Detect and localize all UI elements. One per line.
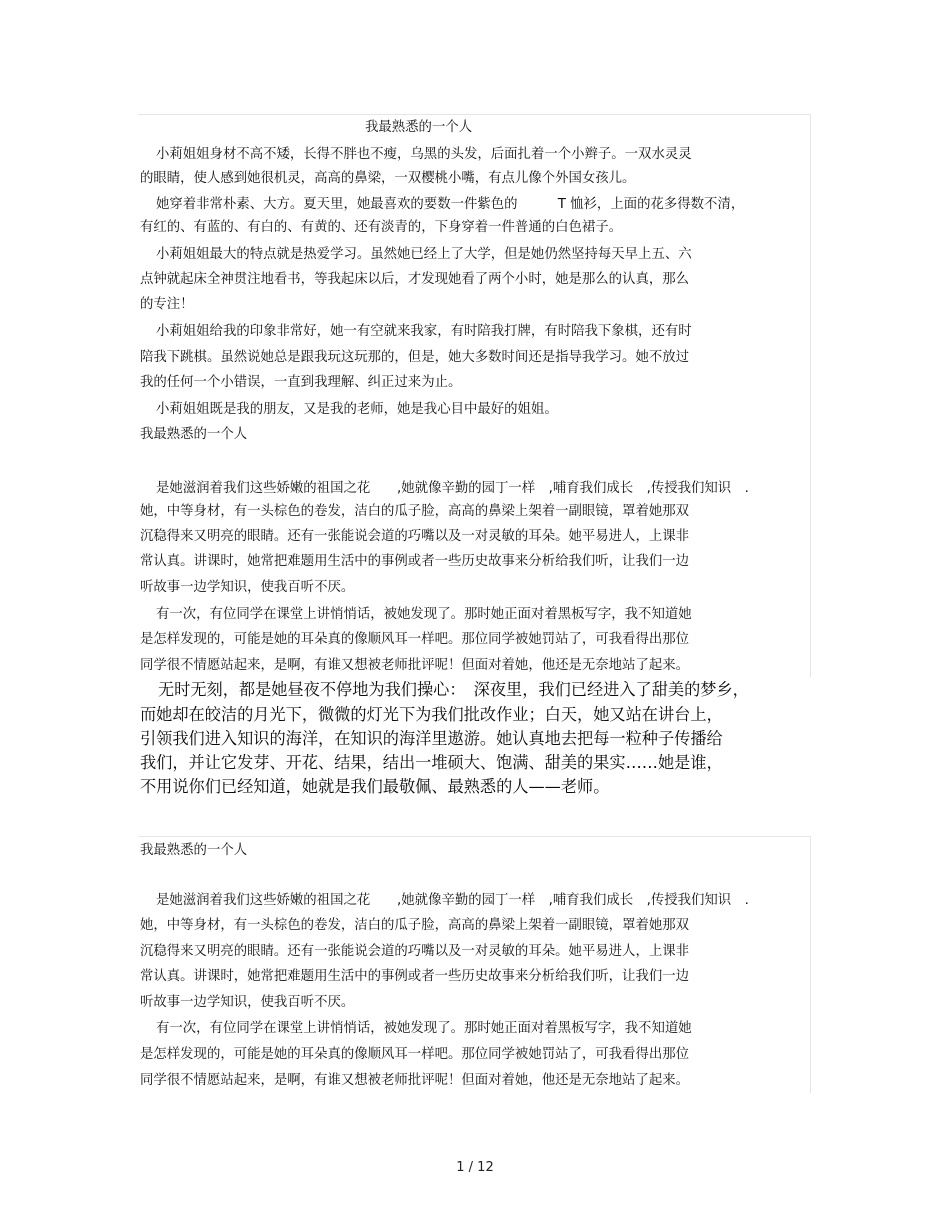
essay-title: 我最熟悉的一个人 [140,427,248,442]
paragraph-line: 她，中等身材，有一头棕色的卷发，洁白的瓜子脸，高高的鼻梁上架着一副眼镜，罩着她那双 [140,504,690,519]
paragraph-line: 沉稳得来又明亮的眼睛。还有一张能说会道的巧嘴以及一对灵敏的耳朵。她平易进人，上课非 [140,529,690,544]
closing-line: 引领我们进入知识的海洋，在知识的海洋里遨游。她认真地去把每一粒种子传播给 [140,729,723,748]
paragraph-line: 小莉姐姐既是我的朋友，又是我的老师，她是我心目中最好的姐姐。 [156,402,558,417]
paragraph-line: 的专注！ [140,297,194,312]
closing-line: 无时无刻，都是她昼夜不停地为我们操心： 深夜里，我们已经进入了甜美的梦乡， [158,680,749,699]
paragraph-line: 她穿着非常朴素、大方。夏天里，她最喜欢的要数一件紫色的 T 恤衫，上面的花多得数不清， [156,197,745,212]
paragraph-line: 常认真。讲课时，她常把难题用生活中的事例或者一些历史故事来分析给我们听，让我们一边 [140,969,690,984]
paragraph-line: 有一次，有位同学在课堂上讲悄悄话，被她发现了。那时她正面对着黑板写字，我不知道她 [156,1021,692,1036]
paragraph-line: 的眼睛，使人感到她很机灵，高高的鼻梁，一双樱桃小嘴，有点儿像个外国女孩儿。 [140,171,636,186]
paragraph-line: 有一次，有位同学在课堂上讲悄悄话，被她发现了。那时她正面对着黑板写字，我不知道她 [156,607,692,622]
closing-line: 而她却在皎洁的月光下，微微的灯光下为我们批改作业；白天，她又站在讲台上， [140,705,723,724]
page-number: 1 / 12 [456,1160,494,1175]
paragraph-line: 她，中等身材，有一头棕色的卷发，洁白的瓜子脸，高高的鼻梁上架着一副眼镜，罩着她那双 [140,918,690,933]
paragraph-line: 是她滋润着我们这些娇嫩的祖国之花 ,她就像辛勤的园丁一样 ,哺育我们成长 ,传授我们知识 . [156,481,749,496]
essay-title: 我最熟悉的一个人 [140,843,248,858]
paragraph-line: 有红的、有蓝的、有白的、有黄的、还有淡青的，下身穿着一件普通的白色裙子。 [140,220,623,235]
paragraph-line: 点钟就起床全神贯注地看书，等我起床以后，才发现她看了两个小时，她是那么的认真，那么 [140,272,690,287]
paragraph-line: 听故事一边学知识，使我百听不厌。 [140,580,355,595]
paragraph-line: 小莉姐姐最大的特点就是热爱学习。虽然她已经上了大学，但是她仍然坚持每天早上五、六 [156,247,692,262]
paragraph-line: 常认真。讲课时，她常把难题用生活中的事例或者一些历史故事来分析给我们听，让我们一边 [140,554,690,569]
paragraph-line: 是怎样发现的，可能是她的耳朵真的像顺风耳一样吧。那位同学被她罚站了，可我看得出那位 [140,1047,690,1062]
paragraph-line: 陪我下跳棋。虽然说她总是跟我玩这玩那的，但是，她大多数时间还是指导我学习。她不放过 [140,350,690,365]
paragraph-line: 小莉姐姐给我的印象非常好，她一有空就来我家，有时陪我打牌，有时陪我下象棋，还有时 [156,324,692,339]
closing-line: 不用说你们已经知道，她就是我们最敬佩、最熟悉的人——老师。 [140,777,610,796]
essay-title: 我最熟悉的一个人 [365,120,473,135]
paragraph-line: 听故事一边学知识，使我百听不厌。 [140,995,355,1010]
paragraph-line: 是她滋润着我们这些娇嫩的祖国之花 ,她就像辛勤的园丁一样 ,哺育我们成长 ,传授我们知识 . [156,893,749,908]
closing-line: 我们，并让它发芽、开花、结果，结出一堆硕大、饱满、甜美的果实……她是谁， [140,753,723,772]
paragraph-line: 同学很不情愿站起来，是啊，有谁又想被老师批评呢！但面对着她，他还是无奈地站了起来。 [140,658,690,673]
paragraph-line: 小莉姐姐身材不高不矮，长得不胖也不瘦，乌黑的头发，后面扎着一个小辫子。一双水灵灵 [156,147,692,162]
paragraph-line: 同学很不情愿站起来，是啊，有谁又想被老师批评呢！但面对着她，他还是无奈地站了起来。 [140,1073,690,1088]
paragraph-line: 我的任何一个小错误，一直到我理解、纠正过来为止。 [140,375,462,390]
paragraph-line: 是怎样发现的，可能是她的耳朵真的像顺风耳一样吧。那位同学被她罚站了，可我看得出那位 [140,632,690,647]
paragraph-line: 沉稳得来又明亮的眼睛。还有一张能说会道的巧嘴以及一对灵敏的耳朵。她平易进人，上课非 [140,944,690,959]
